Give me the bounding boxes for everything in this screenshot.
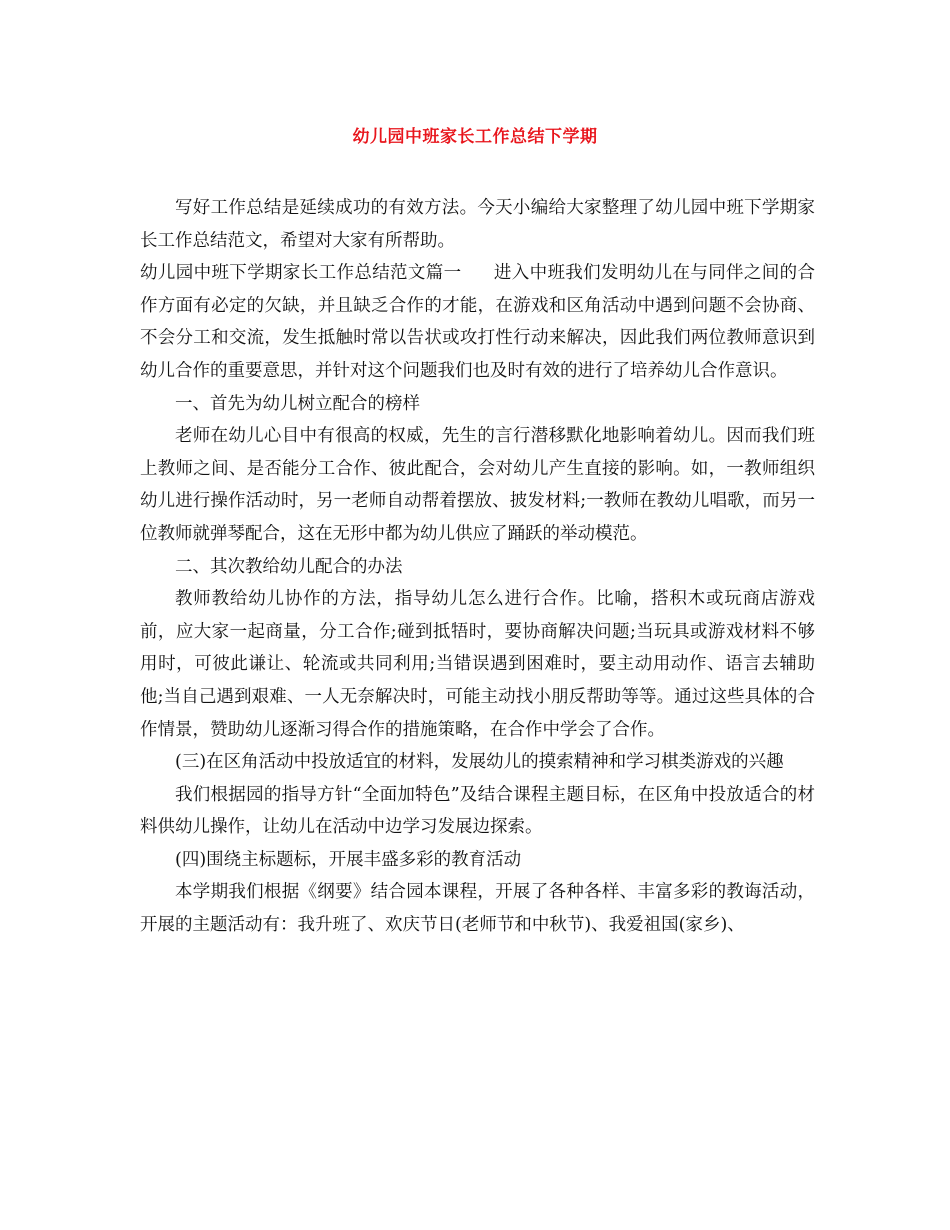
paragraph-3: 我们根据园的指导方针“全面加特色”及结合课程主题目标，在区角中投放适合的材料供幼儿操作，让幼儿在活动中边学习发展边探索。 (140, 784, 815, 838)
paragraph-1: 老师在幼儿心目中有很高的权威，先生的言行潜移默化地影响着幼儿。因而我们班上教师之间、是否能分工合作、彼此配合，会对幼儿产生直接的影响。如，一教师组织幼儿进行操作活动时，另一老师自动帮着摆放、披发材料;一教师在教幼儿唱歌，而另一位教师就弹琴配合，这在无形中都为幼儿供应了踊跃的举动模范。 (140, 426, 815, 544)
heading-4: (四)围绕主标题标，开展丰盛多彩的教育活动 (175, 849, 522, 870)
document-title: 幼儿园中班家长工作总结下学期 (352, 127, 598, 147)
heading-3: (三)在区角活动中投放适宜的材料，发展幼儿的摸索精神和学习棋类游戏的兴趣 (175, 752, 784, 773)
heading-1: 一、首先为幼儿树立配合的榜样 (175, 393, 420, 414)
section-heading: 幼儿园中班下学期家长工作总结范文篇一 (140, 263, 462, 284)
section-body: 进入中班我们发明幼儿在与同伴之间的合作方面有必定的欠缺，并且缺乏合作的才能，在游戏和区角活动中遇到问题不会协商、不会分工和交流，发生抵触时常以告状或攻打性行动来解决，因此我们两位教师意识到幼儿合作的重要意思，并针对这个问题我们也及时有效的进行了培养幼儿合作意识。 (140, 263, 815, 381)
document-body (140, 192, 815, 942)
paragraph-4: 本学期我们根据《纲要》结合园本课程，开展了各种各样、丰富多彩的教诲活动，开展的主题活动有：我升班了、欢庆节日(老师节和中秋节)、我爱祖国(家乡)、 (140, 882, 815, 936)
heading-2: 二、其次教给幼儿配合的办法 (175, 556, 403, 577)
intro-paragraph: 写好工作总结是延续成功的有效方法。今天小编给大家整理了幼儿园中班下学期家长工作总结范文，希望对大家有所帮助。 (140, 198, 815, 251)
section-paragraph (140, 257, 815, 387)
paragraph-2: 教师教给幼儿协作的方法，指导幼儿怎么进行合作。比喻，搭积木或玩商店游戏前，应大家一起商量，分工合作;碰到抵牾时，要协商解决问题;当玩具或游戏材料不够用时，可彼此谦让、轮流或共同利用;当错误遇到困难时，要主动用动作、语言去辅助他;当自己遇到艰难、一人无奈解决时，可能主动找小朋反帮助等等。通过这些具体的合作情景，赞助幼儿逐渐习得合作的措施策略，在合作中学会了合作。 (140, 589, 815, 740)
